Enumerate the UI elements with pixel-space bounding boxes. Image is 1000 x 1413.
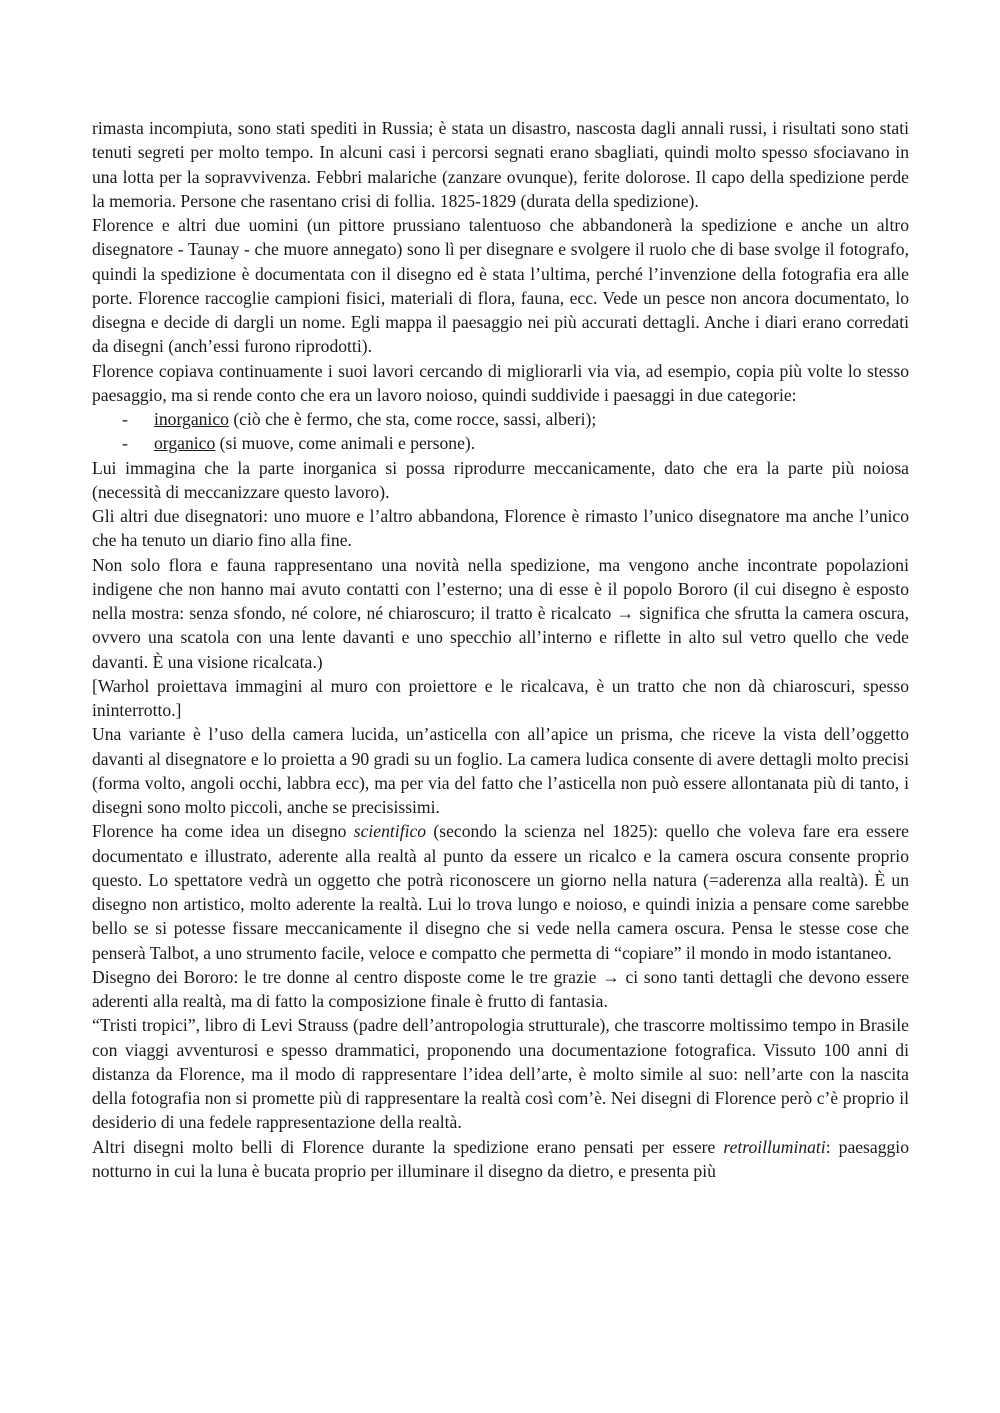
- paragraph-bororo-drawing: Disegno dei Bororo: le tre donne al centro disposte come le tre grazie → ci sono tanti dettagli che devono essere aderenti alla realtà, ma di fatto la composizione finale è frutto di fantasia.: [92, 966, 909, 1011]
- paragraph-scientific-drawing: Florence ha come idea un disegno scientifico (secondo la scienza nel 1825): quello che voleva fare era essere documentato e illustrato, aderente alla realtà al punto da essere un ricalco e la camera oscura consente proprio questo. Lo spettatore vedrà un oggetto che potrà riconoscere un giorno nella natura (=aderenza alla realtà). È un disegno non artistico, molto aderente la realtà. Lui lo trova lungo e noioso, e quindi inizia a pensare come sarebbe bello se si potesse fissare meccanicamente il disegno che si vede nella camera oscura. Pensa le stesse cose che penserà Talbot, a uno strumento facile, veloce e compatto che permetta di “copiare” il mondo in modo istantaneo.: [92, 821, 909, 963]
- term-inorganico: inorganico: [154, 409, 229, 429]
- category-list: [92, 407, 909, 456]
- paragraph-expedition-disaster: rimasta incompiuta, sono stati spediti in Russia; è stata un disastro, nascosta dagli annali russi, i risultati sono stati tenuti segreti per molto tempo. In alcuni casi i percorsi segnati erano sbagliati, quindi molto spesso sfociavano in una lotta per la sopravvivenza. Febbri malariche (zanzare ovunque), ferite dolorose. Il capo della spedizione perde la memoria. Persone che rasentano crisi di follia. 1825-1829 (durata della spedizione).: [92, 118, 909, 211]
- bullet-dash: -: [122, 409, 128, 429]
- list-item: [92, 407, 909, 431]
- paragraph-camera-lucida: Una variante è l’uso della camera lucida, un’asticella con all’apice un prisma, che riceve la vista dell’oggetto davanti al disegnatore e lo proietta a 90 gradi su un foglio. La camera ludica consente di avere dettagli molto precisi (forma volto, angoli occhi, labbra ecc), ma per via del fatto che l’asticella non può essere allontanata più di tanto, i disegni sono molto piccoli, anche se precisissimi.: [92, 724, 909, 817]
- bullet-dash: -: [122, 433, 128, 454]
- emphasis-scientifico: scientifico: [353, 821, 427, 842]
- paragraph-backlit-drawings: Altri disegni molto belli di Florence durante la spedizione erano pensati per essere retroilluminati: paesaggio notturno in cui la luna è bucata proprio per illuminare il disegno da dietro, e presenta più: [92, 1136, 909, 1181]
- paragraph-landscape-categories: Florence copiava continuamente i suoi lavori cercando di migliorarli via via, ad esempio, copia più volte lo stesso paesaggio, ma si rende conto che era un lavoro noioso, quindi suddivide i paesaggi in due categorie:: [92, 360, 909, 405]
- paragraph-tristi-tropici: “Tristi tropici”, libro di Levi Strauss (padre dell’antropologia strutturale), che trascorre moltissimo tempo in Brasile con viaggi avventurosi e spesso drammatici, proponendo una documentazione fotografica. Vissuto 100 anni di distanza da Florence, ma il modo di rappresentare l’idea dell’arte, è molto simile al suo: nell’arte con la nascita della fotografia non si promette più di rappresentare la realtà così com’è. Nei disegni di Florence però c’è proprio il desiderio di una fedele rappresentazione della realtà.: [92, 1015, 909, 1133]
- paragraph-mechanization: Lui immagina che la parte inorganica si possa riprodurre meccanicamente, dato che era la parte più noiosa (necessità di meccanizzare questo lavoro).: [92, 457, 909, 502]
- paragraph-bororo-camera-oscura: Non solo flora e fauna rappresentano una novità nella spedizione, ma vengono anche incontrate popolazioni indigene che non hanno mai avuto contatti con l’esterno; una di esse è il popolo Bororo (il cui disegno è esposto nella mostra: senza sfondo, né colore, né chiaroscuro; il tratto è ricalcato → significa che sfrutta la camera oscura, ovvero una scatola con una lente davanti e uno specchio all’interno e riflette in alto sul vetro quello che vede davanti. È una visione ricalcata.): [92, 554, 909, 672]
- document-page: [92, 116, 909, 1183]
- term-organico: organico: [154, 433, 216, 454]
- paragraph-other-draughtsmen: Gli altri due disegnatori: uno muore e l’altro abbandona, Florence è rimasto l’unico disegnatore ma anche l’unico che ha tenuto un diario fino alla fine.: [92, 506, 909, 551]
- term-description: (si muove, come animali e persone).: [215, 433, 476, 454]
- paragraph-florence-draughtsmen: Florence e altri due uomini (un pittore prussiano talentuoso che abbandonerà la spedizione e anche un altro disegnatore - Taunay - che muore annegato) sono lì per disegnare e svolgere il ruolo che di base svolge il fotografo, quindi la spedizione è documentata con il disegno ed è stata l’ultima, perché l’invenzione della fotografia era alle porte. Florence raccoglie campioni fisici, materiali di flora, fauna, ecc. Vede un pesce non ancora documentato, lo disegna e decide di dargli un nome. Egli mappa il paesaggio nei più accurati dettagli. Anche i diari erano corredati da disegni (anch’essi furono riprodotti).: [92, 215, 909, 357]
- list-item: [92, 431, 909, 455]
- emphasis-retroilluminati: retroilluminati: [723, 1136, 826, 1157]
- paragraph-warhol: [Warhol proiettava immagini al muro con proiettore e le ricalcava, è un tratto che non dà chiaroscuri, spesso ininterrotto.]: [92, 675, 909, 720]
- term-description: (ciò che è fermo, che sta, come rocce, sassi, alberi);: [228, 409, 597, 429]
